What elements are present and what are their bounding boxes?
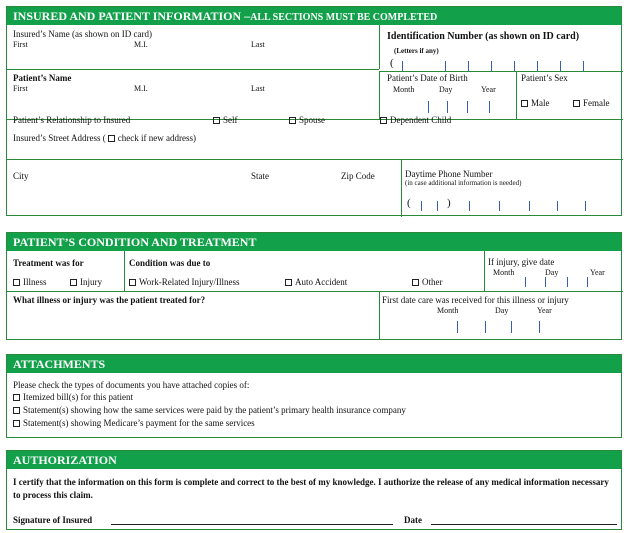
checkbox-icon bbox=[285, 279, 292, 286]
phone-note-label: (in case additional information is needed) bbox=[405, 179, 522, 187]
signature-line[interactable] bbox=[111, 524, 393, 525]
certify-statement: I certify that the information on this form is complete and correct to the best of my knowledge. I authorize the release of any medical information necessary to process this claim. bbox=[13, 477, 609, 500]
if-injury-label: If injury, give date bbox=[488, 257, 555, 267]
dob-year-label: Year bbox=[481, 85, 496, 94]
daytime-phone-label: Daytime Phone Number bbox=[405, 169, 493, 179]
attachments-intro: Please check the types of documents you have attached copies of: bbox=[13, 380, 250, 390]
authorization-section bbox=[6, 450, 622, 530]
injury-date-field[interactable] bbox=[505, 277, 605, 289]
divider bbox=[379, 25, 380, 69]
auto-accident-checkbox[interactable]: Auto Accident bbox=[285, 277, 347, 287]
what-illness-label: What illness or injury was the patient treated for? bbox=[13, 295, 206, 305]
condition-due-label: Condition was due to bbox=[129, 258, 211, 268]
city-label: City bbox=[13, 171, 29, 181]
first-date-care-label: First date care was received for this illness or injury bbox=[382, 295, 569, 305]
care-year-label: Year bbox=[537, 306, 552, 315]
attachment-primary-insurance-checkbox[interactable]: Statement(s) showing how the same services were paid by the patient’s primary health insurance company bbox=[13, 405, 406, 415]
checkbox-icon bbox=[289, 117, 296, 124]
checkbox-icon bbox=[412, 279, 419, 286]
checkbox-icon bbox=[70, 279, 77, 286]
dependent-child-checkbox[interactable]: Dependent Child bbox=[380, 115, 451, 125]
street-address-label: Insured’s Street Address ( check if new address) bbox=[13, 133, 196, 143]
injury-year-label: Year bbox=[590, 268, 605, 277]
state-label: State bbox=[251, 171, 269, 181]
section-header bbox=[7, 355, 621, 373]
insured-first-label: First bbox=[13, 40, 28, 49]
checkbox-icon bbox=[13, 394, 20, 401]
paren-close: ) bbox=[447, 197, 451, 209]
care-date-field[interactable] bbox=[445, 321, 565, 335]
insured-patient-section bbox=[6, 6, 622, 216]
insured-last-label: Last bbox=[251, 40, 265, 49]
paren-open: ( bbox=[407, 197, 411, 209]
phone-field[interactable] bbox=[407, 199, 607, 213]
attachments-section bbox=[6, 354, 622, 438]
injury-month-label: Month bbox=[493, 268, 515, 277]
checkbox-icon bbox=[13, 407, 20, 414]
signature-label: Signature of Insured bbox=[13, 515, 93, 525]
self-checkbox[interactable]: Self bbox=[213, 115, 238, 125]
checkbox-icon bbox=[129, 279, 136, 286]
condition-treatment-section bbox=[6, 232, 622, 340]
dob-field[interactable] bbox=[423, 101, 513, 115]
injury-day-label: Day bbox=[545, 268, 559, 277]
patient-sex-label: Patient’s Sex bbox=[521, 73, 568, 83]
female-checkbox[interactable]: Female bbox=[573, 98, 610, 108]
insured-mi-label: M.I. bbox=[134, 40, 148, 49]
id-number-field[interactable] bbox=[390, 59, 610, 71]
illness-checkbox[interactable]: Illness bbox=[13, 277, 47, 287]
section-header bbox=[7, 7, 621, 25]
checkbox-icon bbox=[380, 117, 387, 124]
spouse-checkbox[interactable]: Spouse bbox=[289, 115, 325, 125]
relationship-label: Patient’s Relationship to Insured bbox=[13, 115, 131, 125]
checkbox-icon bbox=[521, 100, 528, 107]
section-title: ATTACHMENTS bbox=[13, 357, 106, 371]
date-label: Date bbox=[404, 515, 422, 525]
section-header bbox=[7, 233, 621, 251]
attachment-itemized-bills-checkbox[interactable]: Itemized bill(s) for this patient bbox=[13, 392, 133, 402]
section-title: PATIENT’S CONDITION AND TREATMENT bbox=[13, 235, 257, 249]
patient-first-label: First bbox=[13, 84, 28, 93]
patient-last-label: Last bbox=[251, 84, 265, 93]
patient-dob-label: Patient’s Date of Birth bbox=[387, 73, 468, 83]
care-day-label: Day bbox=[495, 306, 509, 315]
treatment-for-label: Treatment was for bbox=[13, 258, 84, 268]
section-title: INSURED AND PATIENT INFORMATION – bbox=[13, 9, 251, 23]
dob-month-label: Month bbox=[393, 85, 415, 94]
letters-if-any-label: (Letters if any) bbox=[394, 47, 439, 55]
insured-name-label: Insured’s Name (as shown on ID card) bbox=[13, 29, 152, 39]
section-header bbox=[7, 451, 621, 469]
other-checkbox[interactable]: Other bbox=[412, 277, 443, 287]
zip-label: Zip Code bbox=[341, 171, 375, 181]
section-title: AUTHORIZATION bbox=[13, 453, 117, 467]
care-month-label: Month bbox=[437, 306, 459, 315]
work-related-checkbox[interactable]: Work-Related Injury/Illness bbox=[129, 277, 240, 287]
checkbox-icon bbox=[13, 420, 20, 427]
new-address-checkbox[interactable] bbox=[108, 135, 115, 142]
checkbox-icon bbox=[573, 100, 580, 107]
id-number-label: Identification Number (as shown on ID card) bbox=[387, 31, 580, 42]
section-title-note: ALL SECTIONS MUST BE COMPLETED bbox=[250, 12, 438, 23]
checkbox-icon bbox=[213, 117, 220, 124]
checkbox-icon bbox=[13, 279, 20, 286]
date-line[interactable] bbox=[431, 524, 617, 525]
patient-name-label: Patient’s Name bbox=[13, 73, 72, 83]
attachment-medicare-checkbox[interactable]: Statement(s) showing Medicare’s payment for the same services bbox=[13, 418, 255, 428]
injury-checkbox[interactable]: Injury bbox=[70, 277, 102, 287]
male-checkbox[interactable]: Male bbox=[521, 98, 550, 108]
patient-mi-label: M.I. bbox=[134, 84, 148, 93]
dob-day-label: Day bbox=[439, 85, 453, 94]
paren-open: ( bbox=[390, 57, 394, 69]
